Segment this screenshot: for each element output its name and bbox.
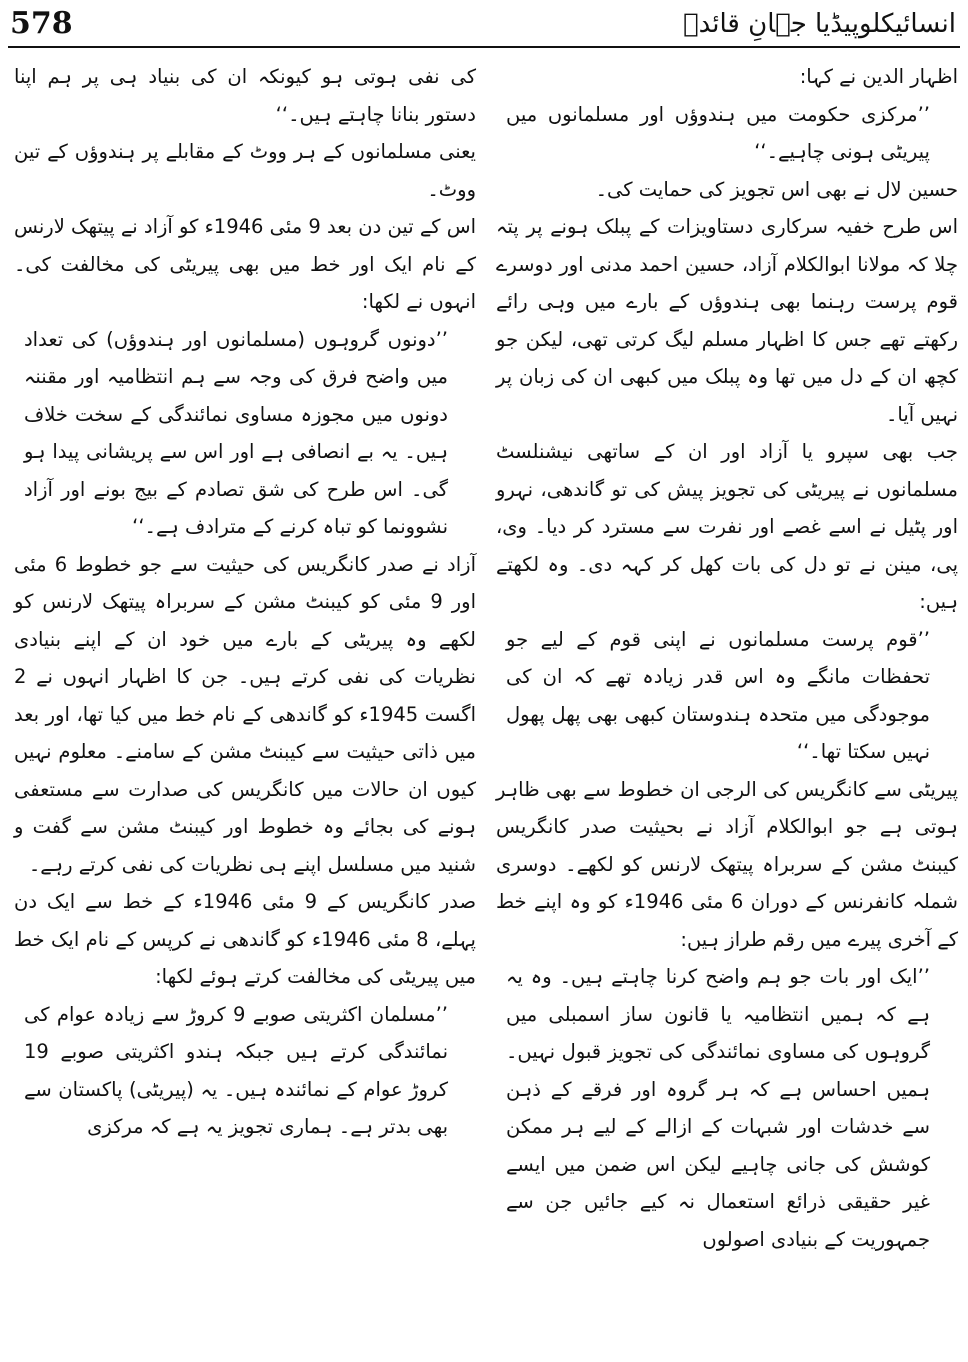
quote-paragraph: ’’مسلمان اکثریتی صوبے 9 کروڑ سے زیادہ عوام کی نمائندگی کرتے ہیں جبکہ ہندو اکثریتی صوبے 19 کروڑ عوام کے نمائندہ ہیں۔ یہ (پیریٹی) پاکستان سے بھی بدتر ہے۔ ہماری تجویز یہ ہے کہ مرکزی <box>24 1002 449 1138</box>
right-column <box>496 58 958 1258</box>
header-rule <box>8 46 960 48</box>
paragraph: آزاد نے صدر کانگریس کی حیثیت سے جو خطوط 6 مئی اور 9 مئی کو کیبنٹ مشن کے سربراہ پیتھک لارنس کو لکھے وہ پیریٹی کے بارے میں خود ان کے اپنے بنیادی نظریات کی نفی کرتے ہیں۔ جن کا اظہار انہوں نے 2 اگست 1945ء کو گاندھی کے نام خط میں کیا تھا، اور بعد میں ذاتی حیثیت سے کیبنٹ مشن کے سامنے۔ معلوم نہیں کیوں ان حالات میں کانگریس کی صدارت سے مستعفی ہونے کی بجائے وہ خطوط اور کیبنٹ مشن سے گفت و شنید میں مسلسل اپنے ہی نظریات کی نفی کرتے رہے۔ <box>14 552 476 876</box>
running-title: انسائیکلوپیڈیا جہانِ قائدؒ <box>683 9 956 39</box>
paragraph: حسین لال نے بھی اس تجویز کی حمایت کی۔ <box>595 177 958 201</box>
paragraph: اس طرح خفیہ سرکاری دستاویزات کے پبلک ہونے پر پتہ چلا کہ مولانا ابوالکلام آزاد، حسین احمد مدنی اور دوسرے قوم پرست رہنما بھی ہندوؤں کے بارے میں وہی رائے رکھتے تھے جس کا اظہار مسلم لیگ کرتی تھی، لیکن جو کچھ ان کے دل میں تھا وہ پبلک میں کبھی ان کی زبان پر نہیں آیا۔ <box>496 215 958 426</box>
paragraph: اس کے تین دن بعد 9 مئی 1946ء کو آزاد نے پیتھک لارنس کے نام ایک اور خط میں بھی پیریٹی کی مخالفت کی۔ انہوں نے لکھا: <box>14 215 476 313</box>
quote-paragraph: ’’دونوں گروہوں (مسلمانوں اور ہندوؤں) کی تعداد میں واضح فرق کی وجہ سے ہم انتظامیہ اور مقننہ دونوں میں مجوزہ مساوی نمائندگی کے سخت خلاف ہیں۔ یہ بے انصافی ہے اور اس سے پریشانی پیدا ہو گی۔ اس طرح کی شق تصادم کے بیج بونے اور آزاد نشوونما کو تباہ کرنے کے مترادف ہے۔‘‘ <box>24 327 448 538</box>
paragraph: پیریٹی سے کانگریس کی الرجی ان خطوط سے بھی ظاہر ہوتی ہے جو ابوالکلام آزاد نے بحیثیت صدر کانگریس کیبنٹ مشن کے سربراہ پیتھک لارنس کو لکھے۔ دوسری شملہ کانفرنس کے دوران 6 مئی 1946ء کو وہ اپنے خط کے آخری پیرے میں رقم طراز ہیں: <box>496 777 958 951</box>
paragraph: صدر کانگریس کے 9 مئی 1946ء کے خط سے ایک دن پہلے، 8 مئی 1946ء کو گاندھی نے کرپس کے نام ایک خط میں پیریٹی کی مخالفت کرتے ہوئے لکھا: <box>14 890 476 988</box>
paragraph: کی نفی ہوتی ہو کیونکہ ان کی بنیاد ہی پر ہم اپنا دستور بنانا چاہتے ہیں۔‘‘ <box>14 65 476 126</box>
paragraph: یعنی مسلمانوں کے ہر ووٹ کے مقابلے پر ہندوؤں کے تین ووٹ۔ <box>14 140 476 201</box>
quote-paragraph: ’’قوم پرست مسلمانوں نے اپنی قوم کے لیے جو تحفظات مانگے وہ اس قدر زیادہ تھے کہ ان کی موجودگی میں متحدہ ہندوستان کبھی بھی پھل پھول نہیں سکتا تھا۔‘‘ <box>506 627 930 763</box>
paragraph: جب بھی سپرو یا آزاد اور ان کے ساتھی نیشنلسٹ مسلمانوں نے پیریٹی کی تجویز پیش کی تو گاندھی، نہرو اور پٹیل نے اسے غصے اور نفرت سے مسترد کر دیا۔ وی، پی، مینن نے تو دل کی بات کھل کر کہہ دی۔ وہ لکھتے ہیں: <box>496 440 958 613</box>
quote-paragraph: ’’ایک اور بات جو ہم واضح کرنا چاہتے ہیں۔ وہ یہ ہے کہ ہمیں انتظامیہ یا قانون ساز اسمبلی میں گروہوں کی مساوی نمائندگی کی تجویز قبول نہیں۔ ہمیں احساس ہے کہ ہر گروہ اور فرقے کے ذہن سے خدشات اور شبہات کے ازالے کے لیے ہر ممکن کوشش کی جانی چاہیے لیکن اس ضمن میں ایسے غیر حقیقی ذرائع استعمال نہ کیے جائیں جن سے جمہوریت کے بنیادی اصولوں <box>506 965 930 1251</box>
quote-paragraph: ’’مرکزی حکومت میں ہندوؤں اور مسلمانوں میں پیریٹی ہونی چاہیے۔‘‘ <box>506 102 930 163</box>
paragraph: اظہار الدین نے کہا: <box>799 65 958 88</box>
page-number: 578 <box>10 6 73 41</box>
left-column <box>14 58 476 1146</box>
